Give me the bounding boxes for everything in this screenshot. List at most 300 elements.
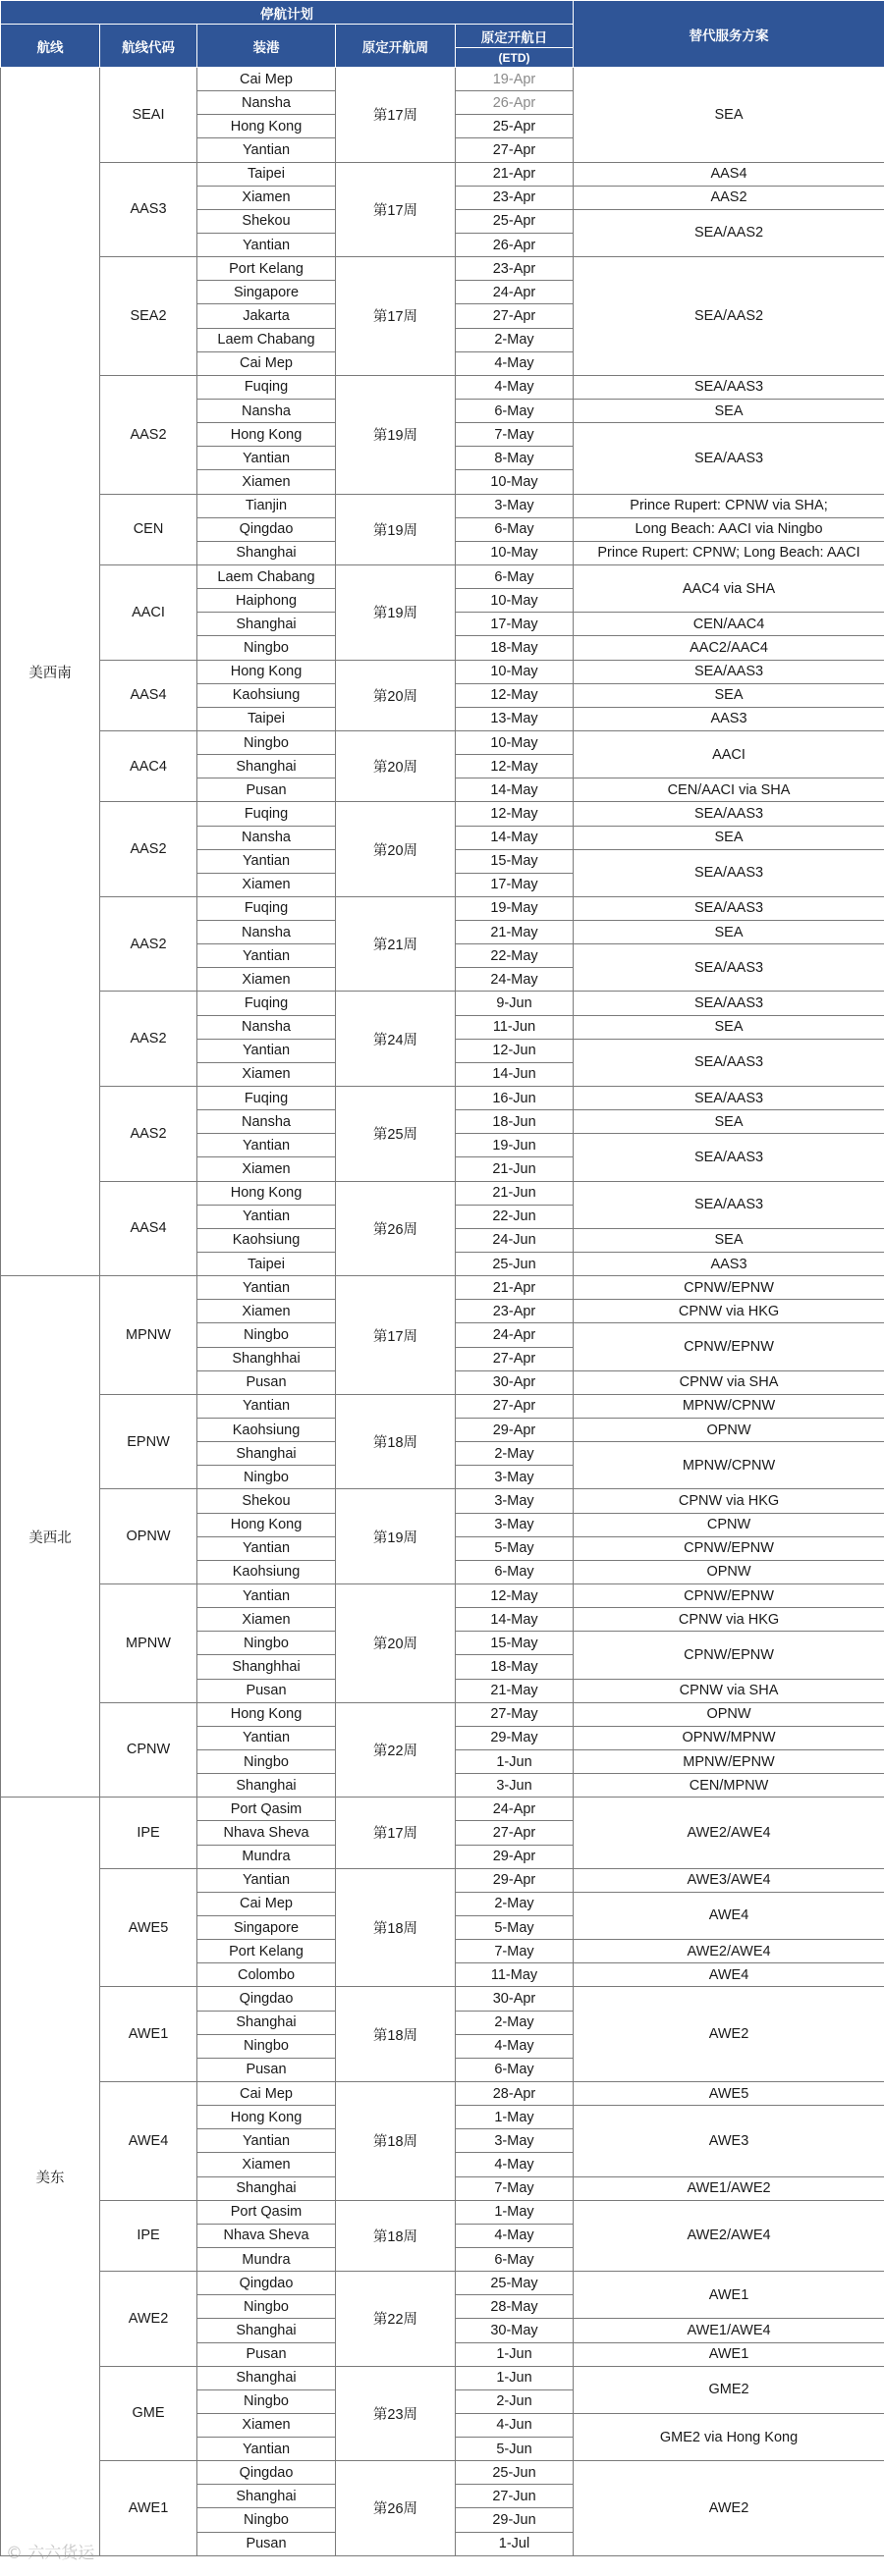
alt-service-cell: OPNW <box>574 1560 884 1583</box>
port-cell: Yantian <box>197 1394 336 1418</box>
alt-service-cell: SEA/AAS2 <box>574 209 884 256</box>
etd-cell: 30-Apr <box>456 1370 574 1394</box>
etd-cell: 28-May <box>456 2295 574 2319</box>
week-cell: 第17周 <box>336 1798 456 1868</box>
etd-cell: 24-Apr <box>456 281 574 304</box>
alt-service-cell: Prince Rupert: CPNW; Long Beach: AACI <box>574 541 884 564</box>
etd-cell: 26-Apr <box>456 233 574 256</box>
col-code-header: 航线代码 <box>100 25 197 68</box>
table-body <box>1 68 884 2556</box>
port-cell: Ningbo <box>197 2389 336 2413</box>
port-cell: Yantian <box>197 1726 336 1749</box>
alt-service-cell: CPNW/EPNW <box>574 1632 884 1679</box>
etd-cell: 14-May <box>456 1608 574 1632</box>
week-cell: 第20周 <box>336 660 456 730</box>
etd-cell: 27-Apr <box>456 1821 574 1845</box>
service-code-cell: AWE1 <box>100 1987 197 2082</box>
service-code-cell: AAS2 <box>100 1087 197 1182</box>
port-cell: Ningbo <box>197 1466 336 1489</box>
etd-cell: 5-Jun <box>456 2438 574 2461</box>
port-cell: Qingdao <box>197 1987 336 2011</box>
etd-cell: 7-May <box>456 2176 574 2200</box>
etd-cell: 6-May <box>456 2058 574 2081</box>
alt-service-cell: AAS4 <box>574 162 884 186</box>
port-cell: Taipei <box>197 707 336 730</box>
etd-cell: 17-May <box>456 873 574 896</box>
etd-cell: 7-May <box>456 423 574 447</box>
service-code-cell: AWE5 <box>100 1868 197 1987</box>
etd-cell: 1-Jun <box>456 2342 574 2366</box>
port-cell: Hong Kong <box>197 1702 336 1726</box>
etd-cell: 2-May <box>456 1892 574 1915</box>
port-cell: Pusan <box>197 778 336 802</box>
watermark: © 六六货运 <box>6 2544 95 2563</box>
etd-cell: 6-May <box>456 1560 574 1583</box>
etd-cell: 18-May <box>456 636 574 660</box>
etd-cell: 6-May <box>456 2247 574 2271</box>
alt-service-cell: CEN/MPNW <box>574 1774 884 1798</box>
week-cell: 第17周 <box>336 1276 456 1395</box>
etd-cell: 25-Apr <box>456 115 574 138</box>
service-code-cell: OPNW <box>100 1489 197 1584</box>
etd-cell: 14-May <box>456 826 574 849</box>
port-cell: Yantian <box>197 447 336 470</box>
service-code-cell: MPNW <box>100 1276 197 1395</box>
etd-cell: 25-Jun <box>456 2461 574 2485</box>
etd-cell: 19-Apr <box>456 68 574 91</box>
port-cell: Shanghai <box>197 1774 336 1798</box>
port-cell: Ningbo <box>197 2508 336 2532</box>
port-cell: Yantian <box>197 1039 336 1062</box>
etd-cell: 24-May <box>456 968 574 992</box>
port-cell: Laem Chabang <box>197 328 336 351</box>
port-cell: Shanghhai <box>197 1655 336 1679</box>
etd-cell: 3-May <box>456 1466 574 1489</box>
alt-service-cell: Prince Rupert: CPNW via SHA; <box>574 494 884 517</box>
week-cell: 第19周 <box>336 1489 456 1584</box>
port-cell: Yantian <box>197 944 336 968</box>
etd-cell: 10-May <box>456 541 574 564</box>
service-code-cell: IPE <box>100 1798 197 1868</box>
port-cell: Port Kelang <box>197 257 336 281</box>
port-cell: Pusan <box>197 2058 336 2081</box>
etd-cell: 4-May <box>456 2224 574 2247</box>
port-cell: Singapore <box>197 1915 336 1939</box>
alt-service-cell: SEA/AAS3 <box>574 1181 884 1228</box>
port-cell: Fuqing <box>197 1087 336 1110</box>
alt-service-cell: AWE3 <box>574 2106 884 2176</box>
table-row <box>1 896 884 920</box>
port-cell: Nansha <box>197 1110 336 1134</box>
alt-service-cell: SEA <box>574 68 884 163</box>
week-cell: 第23周 <box>336 2366 456 2461</box>
port-cell: Xiamen <box>197 873 336 896</box>
table-row <box>1 2200 884 2224</box>
week-cell: 第17周 <box>336 162 456 257</box>
etd-cell: 4-May <box>456 2153 574 2176</box>
alt-service-cell: CPNW/EPNW <box>574 1323 884 1370</box>
etd-cell: 30-May <box>456 2319 574 2342</box>
service-code-cell: SEA2 <box>100 257 197 376</box>
alt-service-cell: CPNW via HKG <box>574 1608 884 1632</box>
port-cell: Hong Kong <box>197 1513 336 1536</box>
port-cell: Fuqing <box>197 992 336 1015</box>
alt-service-cell: SEA <box>574 1110 884 1134</box>
week-cell: 第22周 <box>336 1702 456 1798</box>
week-cell: 第17周 <box>336 257 456 376</box>
week-cell: 第25周 <box>336 1087 456 1182</box>
etd-cell: 1-Jun <box>456 2366 574 2389</box>
etd-cell: 30-Apr <box>456 1987 574 2011</box>
port-cell: Cai Mep <box>197 68 336 91</box>
alt-service-cell: SEA <box>574 399 884 422</box>
port-cell: Yantian <box>197 1584 336 1608</box>
alt-service-cell: AWE2 <box>574 2461 884 2556</box>
service-code-cell: AAS3 <box>100 162 197 257</box>
etd-cell: 2-May <box>456 2011 574 2034</box>
week-cell: 第18周 <box>336 2200 456 2271</box>
port-cell: Qingdao <box>197 2272 336 2295</box>
port-cell: Ningbo <box>197 636 336 660</box>
port-cell: Yantian <box>197 2438 336 2461</box>
port-cell: Hong Kong <box>197 115 336 138</box>
service-code-cell: IPE <box>100 2200 197 2271</box>
service-code-cell: AAS2 <box>100 896 197 992</box>
week-cell: 第17周 <box>336 68 456 163</box>
port-cell: Yantian <box>197 849 336 873</box>
port-cell: Laem Chabang <box>197 564 336 588</box>
etd-cell: 3-Jun <box>456 1774 574 1798</box>
port-cell: Colombo <box>197 1963 336 1987</box>
port-cell: Kaohsiung <box>197 1228 336 1252</box>
etd-cell: 21-Jun <box>456 1157 574 1181</box>
etd-cell: 12-May <box>456 755 574 778</box>
alt-service-cell: MPNW/CPNW <box>574 1442 884 1489</box>
alt-service-cell: SEA/AAS3 <box>574 1039 884 1086</box>
etd-cell: 19-Jun <box>456 1134 574 1157</box>
port-cell: Yantian <box>197 1276 336 1300</box>
port-cell: Yantian <box>197 2129 336 2153</box>
alt-service-cell: CEN/AACI via SHA <box>574 778 884 802</box>
alt-service-cell: AAC4 via SHA <box>574 564 884 612</box>
alt-service-cell: SEA/AAS3 <box>574 423 884 494</box>
port-cell: Xiamen <box>197 968 336 992</box>
alt-service-cell: GME2 <box>574 2366 884 2413</box>
etd-cell: 9-Jun <box>456 992 574 1015</box>
etd-cell: 19-May <box>456 896 574 920</box>
etd-cell: 12-May <box>456 683 574 707</box>
week-cell: 第19周 <box>336 375 456 494</box>
port-cell: Fuqing <box>197 802 336 826</box>
port-cell: Fuqing <box>197 896 336 920</box>
etd-cell: 27-Apr <box>456 1347 574 1370</box>
port-cell: Singapore <box>197 281 336 304</box>
week-cell: 第18周 <box>336 1987 456 2082</box>
alt-service-cell: AAS3 <box>574 707 884 730</box>
table-row <box>1 1584 884 1608</box>
alt-service-cell: Long Beach: AACI via Ningbo <box>574 517 884 541</box>
table-row <box>1 2366 884 2389</box>
alt-service-cell: AWE4 <box>574 1963 884 1987</box>
port-cell: Port Kelang <box>197 1940 336 1963</box>
alt-service-cell: MPNW/EPNW <box>574 1749 884 1773</box>
port-cell: Xiamen <box>197 186 336 209</box>
port-cell: Kaohsiung <box>197 1419 336 1442</box>
port-cell: Xiamen <box>197 1062 336 1086</box>
etd-cell: 13-May <box>456 707 574 730</box>
table-row <box>1 1868 884 1892</box>
etd-cell: 3-May <box>456 494 574 517</box>
port-cell: Yantian <box>197 1205 336 1228</box>
week-cell: 第26周 <box>336 1181 456 1276</box>
col-alt-header: 替代服务方案 <box>574 1 884 68</box>
alt-service-cell: AWE5 <box>574 2081 884 2105</box>
etd-cell: 22-May <box>456 944 574 968</box>
plan-title: 停航计划 <box>1 1 574 25</box>
etd-cell: 25-May <box>456 2272 574 2295</box>
week-cell: 第24周 <box>336 992 456 1087</box>
alt-service-cell: AWE4 <box>574 1892 884 1939</box>
port-cell: Shanghai <box>197 755 336 778</box>
table-row <box>1 2461 884 2485</box>
port-cell: Ningbo <box>197 2034 336 2058</box>
table-row <box>1 494 884 517</box>
col-etd-header: 原定开航日 <box>456 25 574 48</box>
port-cell: Jakarta <box>197 304 336 328</box>
port-cell: Nhava Sheva <box>197 2224 336 2247</box>
port-cell: Cai Mep <box>197 2081 336 2105</box>
table-row <box>1 1276 884 1300</box>
port-cell: Nansha <box>197 921 336 944</box>
service-code-cell: AWE1 <box>100 2461 197 2556</box>
etd-cell: 15-May <box>456 1632 574 1655</box>
etd-cell: 10-May <box>456 660 574 683</box>
alt-service-cell: SEA/AAS2 <box>574 257 884 376</box>
etd-cell: 18-Jun <box>456 1110 574 1134</box>
service-code-cell: AAS2 <box>100 992 197 1087</box>
etd-cell: 6-May <box>456 399 574 422</box>
etd-cell: 24-Jun <box>456 1228 574 1252</box>
alt-service-cell: SEA <box>574 1228 884 1252</box>
etd-cell: 5-May <box>456 1536 574 1560</box>
table-row <box>1 564 884 588</box>
table-row <box>1 1181 884 1205</box>
etd-cell: 4-May <box>456 2034 574 2058</box>
alt-service-cell: SEA <box>574 1015 884 1039</box>
service-code-cell: CPNW <box>100 1702 197 1798</box>
service-code-cell: AAS4 <box>100 660 197 730</box>
service-code-cell: AAS2 <box>100 375 197 494</box>
table-row <box>1 1489 884 1513</box>
port-cell: Shanghai <box>197 2485 336 2508</box>
alt-service-cell: AAC2/AAC4 <box>574 636 884 660</box>
table-row <box>1 1087 884 1110</box>
port-cell: Shanghai <box>197 2366 336 2389</box>
etd-cell: 27-May <box>456 1702 574 1726</box>
alt-service-cell: SEA <box>574 921 884 944</box>
port-cell: Xiamen <box>197 2153 336 2176</box>
etd-cell: 14-May <box>456 778 574 802</box>
etd-cell: 21-Jun <box>456 1181 574 1205</box>
etd-cell: 11-May <box>456 1963 574 1987</box>
etd-cell: 6-May <box>456 517 574 541</box>
alt-service-cell: AACI <box>574 730 884 778</box>
alt-service-cell: CPNW via SHA <box>574 1370 884 1394</box>
port-cell: Ningbo <box>197 730 336 754</box>
alt-service-cell: SEA/AAS3 <box>574 896 884 920</box>
etd-cell: 21-Apr <box>456 1276 574 1300</box>
etd-cell: 10-May <box>456 470 574 494</box>
etd-cell: 12-May <box>456 802 574 826</box>
alt-service-cell: AWE1/AWE4 <box>574 2319 884 2342</box>
service-code-cell: AWE2 <box>100 2272 197 2367</box>
table-row <box>1 992 884 1015</box>
etd-cell: 27-Apr <box>456 304 574 328</box>
alt-service-cell: SEA/AAS3 <box>574 849 884 896</box>
table-row <box>1 660 884 683</box>
col-etd-subheader: (ETD) <box>456 48 574 68</box>
table-row <box>1 257 884 281</box>
alt-service-cell: SEA/AAS3 <box>574 944 884 992</box>
port-cell: Shanghai <box>197 541 336 564</box>
alt-service-cell: CPNW/EPNW <box>574 1536 884 1560</box>
alt-service-cell: SEA/AAS3 <box>574 802 884 826</box>
etd-cell: 18-May <box>456 1655 574 1679</box>
service-code-cell: GME <box>100 2366 197 2461</box>
col-port-header: 装港 <box>197 25 336 68</box>
etd-cell: 3-May <box>456 2129 574 2153</box>
port-cell: Xiamen <box>197 1300 336 1323</box>
etd-cell: 1-May <box>456 2106 574 2129</box>
alt-service-cell: AWE2/AWE4 <box>574 2200 884 2271</box>
etd-cell: 29-May <box>456 1726 574 1749</box>
etd-cell: 17-May <box>456 613 574 636</box>
port-cell: Port Qasim <box>197 2200 336 2224</box>
port-cell: Tianjin <box>197 494 336 517</box>
table-row <box>1 375 884 399</box>
table-row <box>1 802 884 826</box>
alt-service-cell: SEA <box>574 826 884 849</box>
port-cell: Hong Kong <box>197 423 336 447</box>
etd-cell: 21-Apr <box>456 162 574 186</box>
port-cell: Taipei <box>197 162 336 186</box>
port-cell: Cai Mep <box>197 1892 336 1915</box>
etd-cell: 29-Apr <box>456 1868 574 1892</box>
week-cell: 第19周 <box>336 564 456 660</box>
port-cell: Xiamen <box>197 470 336 494</box>
port-cell: Shanghai <box>197 2319 336 2342</box>
service-code-cell: AAS2 <box>100 802 197 897</box>
service-code-cell: AAS4 <box>100 1181 197 1276</box>
port-cell: Kaohsiung <box>197 1560 336 1583</box>
alt-service-cell: SEA <box>574 683 884 707</box>
port-cell: Ningbo <box>197 2295 336 2319</box>
service-code-cell: AAC4 <box>100 730 197 801</box>
etd-cell: 3-May <box>456 1489 574 1513</box>
port-cell: Hong Kong <box>197 660 336 683</box>
etd-cell: 4-May <box>456 375 574 399</box>
week-cell: 第19周 <box>336 494 456 564</box>
alt-service-cell: AAS2 <box>574 186 884 209</box>
alt-service-cell: AWE1/AWE2 <box>574 2176 884 2200</box>
port-cell: Mundra <box>197 2247 336 2271</box>
service-code-cell: AACI <box>100 564 197 660</box>
etd-cell: 4-Jun <box>456 2413 574 2437</box>
etd-cell: 27-Jun <box>456 2485 574 2508</box>
port-cell: Yantian <box>197 233 336 256</box>
etd-cell: 5-May <box>456 1915 574 1939</box>
col-week-header: 原定开航周 <box>336 25 456 68</box>
alt-service-cell: SEA/AAS3 <box>574 660 884 683</box>
alt-service-cell: AWE3/AWE4 <box>574 1868 884 1892</box>
etd-cell: 26-Apr <box>456 91 574 115</box>
etd-cell: 2-May <box>456 328 574 351</box>
etd-cell: 22-Jun <box>456 1205 574 1228</box>
etd-cell: 4-May <box>456 351 574 375</box>
alt-service-cell: CPNW/EPNW <box>574 1584 884 1608</box>
port-cell: Nansha <box>197 826 336 849</box>
week-cell: 第22周 <box>336 2272 456 2367</box>
port-cell: Ningbo <box>197 1749 336 1773</box>
alt-service-cell: OPNW <box>574 1702 884 1726</box>
port-cell: Shanghhai <box>197 1347 336 1370</box>
alt-service-cell: AWE2/AWE4 <box>574 1940 884 1963</box>
alt-service-cell: OPNW <box>574 1419 884 1442</box>
etd-cell: 6-May <box>456 564 574 588</box>
etd-cell: 29-Apr <box>456 1419 574 1442</box>
etd-cell: 27-Apr <box>456 138 574 162</box>
port-cell: Shanghai <box>197 613 336 636</box>
service-code-cell: EPNW <box>100 1394 197 1489</box>
port-cell: Qingdao <box>197 2461 336 2485</box>
port-cell: Ningbo <box>197 1632 336 1655</box>
week-cell: 第20周 <box>336 1584 456 1703</box>
port-cell: Yantian <box>197 1536 336 1560</box>
port-cell: Xiamen <box>197 2413 336 2437</box>
etd-cell: 27-Apr <box>456 1394 574 1418</box>
service-code-cell: MPNW <box>100 1584 197 1703</box>
etd-cell: 12-May <box>456 1584 574 1608</box>
port-cell: Hong Kong <box>197 1181 336 1205</box>
etd-cell: 1-Jul <box>456 2532 574 2555</box>
etd-cell: 10-May <box>456 730 574 754</box>
port-cell: Mundra <box>197 1845 336 1868</box>
port-cell: Fuqing <box>197 375 336 399</box>
etd-cell: 1-Jun <box>456 1749 574 1773</box>
col-region-header: 航线 <box>1 25 100 68</box>
week-cell: 第20周 <box>336 802 456 897</box>
port-cell: Yantian <box>197 1868 336 1892</box>
port-cell: Taipei <box>197 1253 336 1276</box>
etd-cell: 11-Jun <box>456 1015 574 1039</box>
week-cell: 第18周 <box>336 1868 456 1987</box>
etd-cell: 16-Jun <box>456 1087 574 1110</box>
port-cell: Pusan <box>197 1679 336 1702</box>
alt-service-cell: SEA/AAS3 <box>574 992 884 1015</box>
alt-service-cell: SEA/AAS3 <box>574 1087 884 1110</box>
table-row <box>1 2272 884 2295</box>
alt-service-cell: MPNW/CPNW <box>574 1394 884 1418</box>
port-cell: Nansha <box>197 1015 336 1039</box>
table-row <box>1 730 884 754</box>
service-code-cell: SEAI <box>100 68 197 163</box>
port-cell: Yantian <box>197 1134 336 1157</box>
service-code-cell: AWE4 <box>100 2081 197 2200</box>
port-cell: Xiamen <box>197 1608 336 1632</box>
etd-cell: 24-Apr <box>456 1798 574 1821</box>
port-cell: Shekou <box>197 1489 336 1513</box>
port-cell: Shekou <box>197 209 336 233</box>
